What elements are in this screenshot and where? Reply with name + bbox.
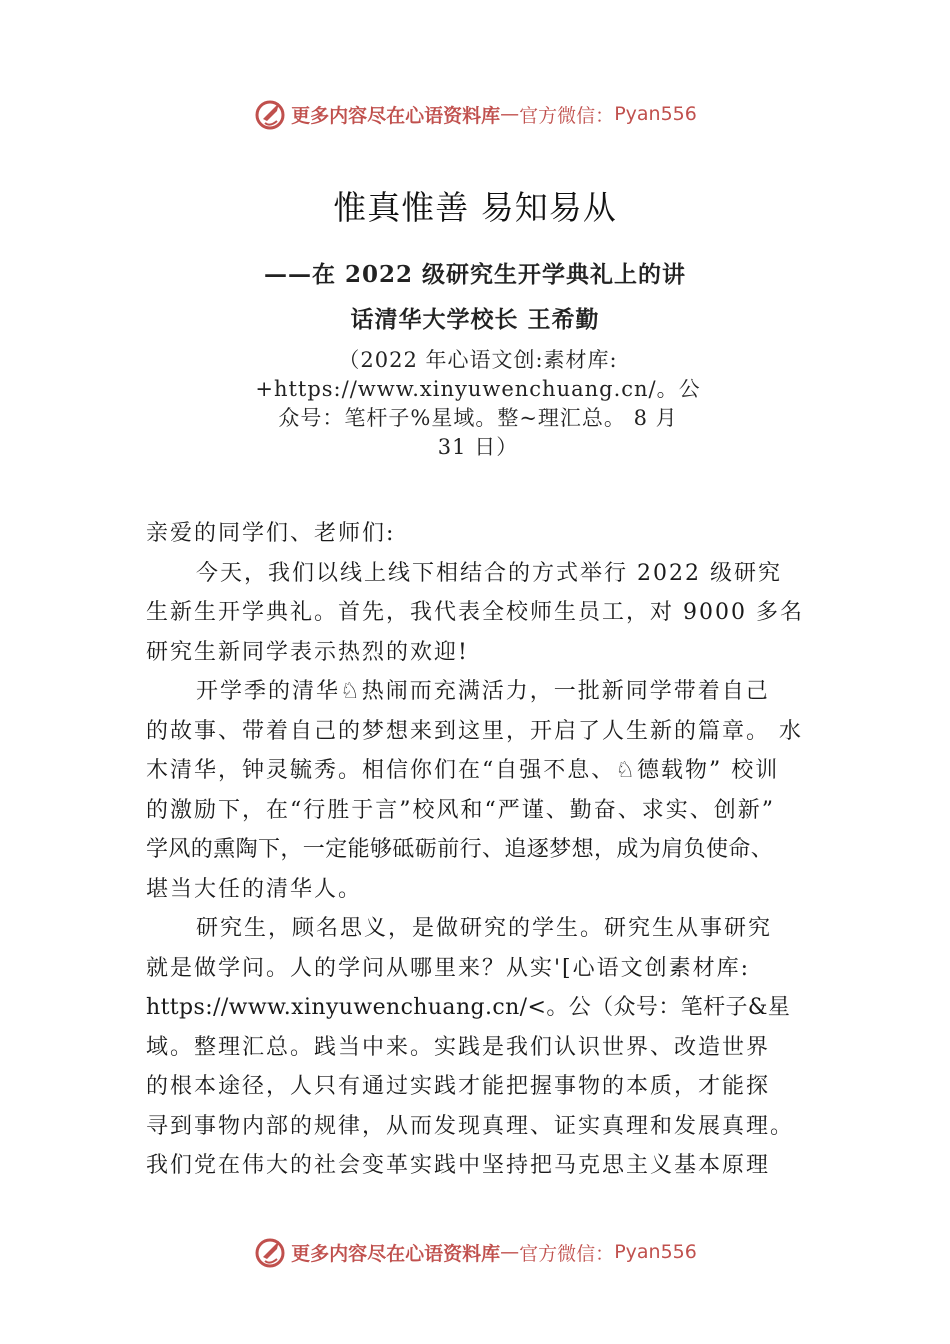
- body-text-line: 亲爱的同学们、老师们:: [146, 521, 396, 546]
- library-logo-icon: [253, 97, 287, 131]
- document-subtitle-line-2: 话清华大学校长 王希勤: [350, 306, 600, 333]
- body-text-line: 就是做学问。人的学问从哪里来？从实'[心语文创素材库:: [146, 955, 751, 981]
- document-subtitle-line-1: ——在 2022 级研究生开学典礼上的讲: [263, 261, 687, 288]
- source-line: 31 日）: [437, 435, 519, 459]
- banner-brand-text: 更多内容尽在心语资料库: [291, 104, 501, 127]
- body-text-line: 的故事、带着自己的梦想来到这里，开启了人生新的篇章。 水: [146, 718, 803, 744]
- body-text-line: 的根本途径，人只有通过实践才能把握事物的本质，才能探: [146, 1074, 771, 1099]
- body-text-line: 研究生，顾名思义，是做研究的学生。研究生从事研究: [196, 916, 773, 941]
- body-text-line: 学风的熏陶下，一定能够砥砺前行、追逐梦想，成为肩负使命、: [146, 837, 774, 862]
- body-text-line: 寻到事物内部的规律，从而发现真理、证实真理和发展真理。: [146, 1113, 795, 1139]
- body-text-line: 生新生开学典礼。首先，我代表全校师生员工，对 9000 多名: [146, 600, 804, 625]
- body-text-line: 今天，我们以线上线下相结合的方式举行 2022 级研究: [196, 560, 782, 586]
- banner-dash: —: [500, 103, 520, 125]
- body-text-line: 开学季的清华♘热闹而充满活力，一批新同学带着自己: [196, 679, 770, 704]
- body-text-line: 域。整理汇总。践当中来。实践是我们认识世界、改造世界: [146, 1034, 771, 1060]
- banner-brand-text: 更多内容尽在心语资料库: [291, 1242, 501, 1265]
- source-line: 众号：笔杆子%星域。整~理汇总。 8 月: [278, 406, 678, 430]
- body-text-line: 堪当大任的清华人。: [146, 876, 363, 902]
- body-text-line: https://www.xinyuwenchuang.cn/<。公（众号：笔杆子&星: [146, 995, 791, 1020]
- source-note: [248, 346, 708, 462]
- library-logo-icon: [253, 1235, 287, 1269]
- header-watermark: [0, 92, 950, 136]
- source-line: （2022 年心语文创:素材库:: [338, 348, 618, 372]
- document-title: 惟真惟善 易知易从: [333, 188, 617, 227]
- banner-dash: —: [500, 1241, 520, 1263]
- document-body: [146, 514, 846, 1186]
- footer-watermark: [0, 1230, 950, 1274]
- body-text-line: 我们党在伟大的社会变革实践中坚持把马克思主义基本原理: [146, 1153, 771, 1178]
- body-text-line: 研究生新同学表示热烈的欢迎!: [146, 639, 469, 665]
- banner-wechat-label: 官方微信：: [519, 104, 615, 127]
- banner-wechat-label: 官方微信：: [519, 1242, 615, 1265]
- banner-wechat-id: Pyan556: [614, 1241, 697, 1263]
- source-line: +https://www.xinyuwenchuang.cn/。公: [255, 377, 701, 401]
- banner-wechat-id: Pyan556: [614, 103, 697, 125]
- body-text-line: 的激励下，在“行胜于言”校风和“严谨、勤奋、求实、创新”: [146, 797, 775, 823]
- body-text-line: 木清华，钟灵毓秀。相信你们在“自强不息、♘德载物” 校训: [146, 758, 780, 783]
